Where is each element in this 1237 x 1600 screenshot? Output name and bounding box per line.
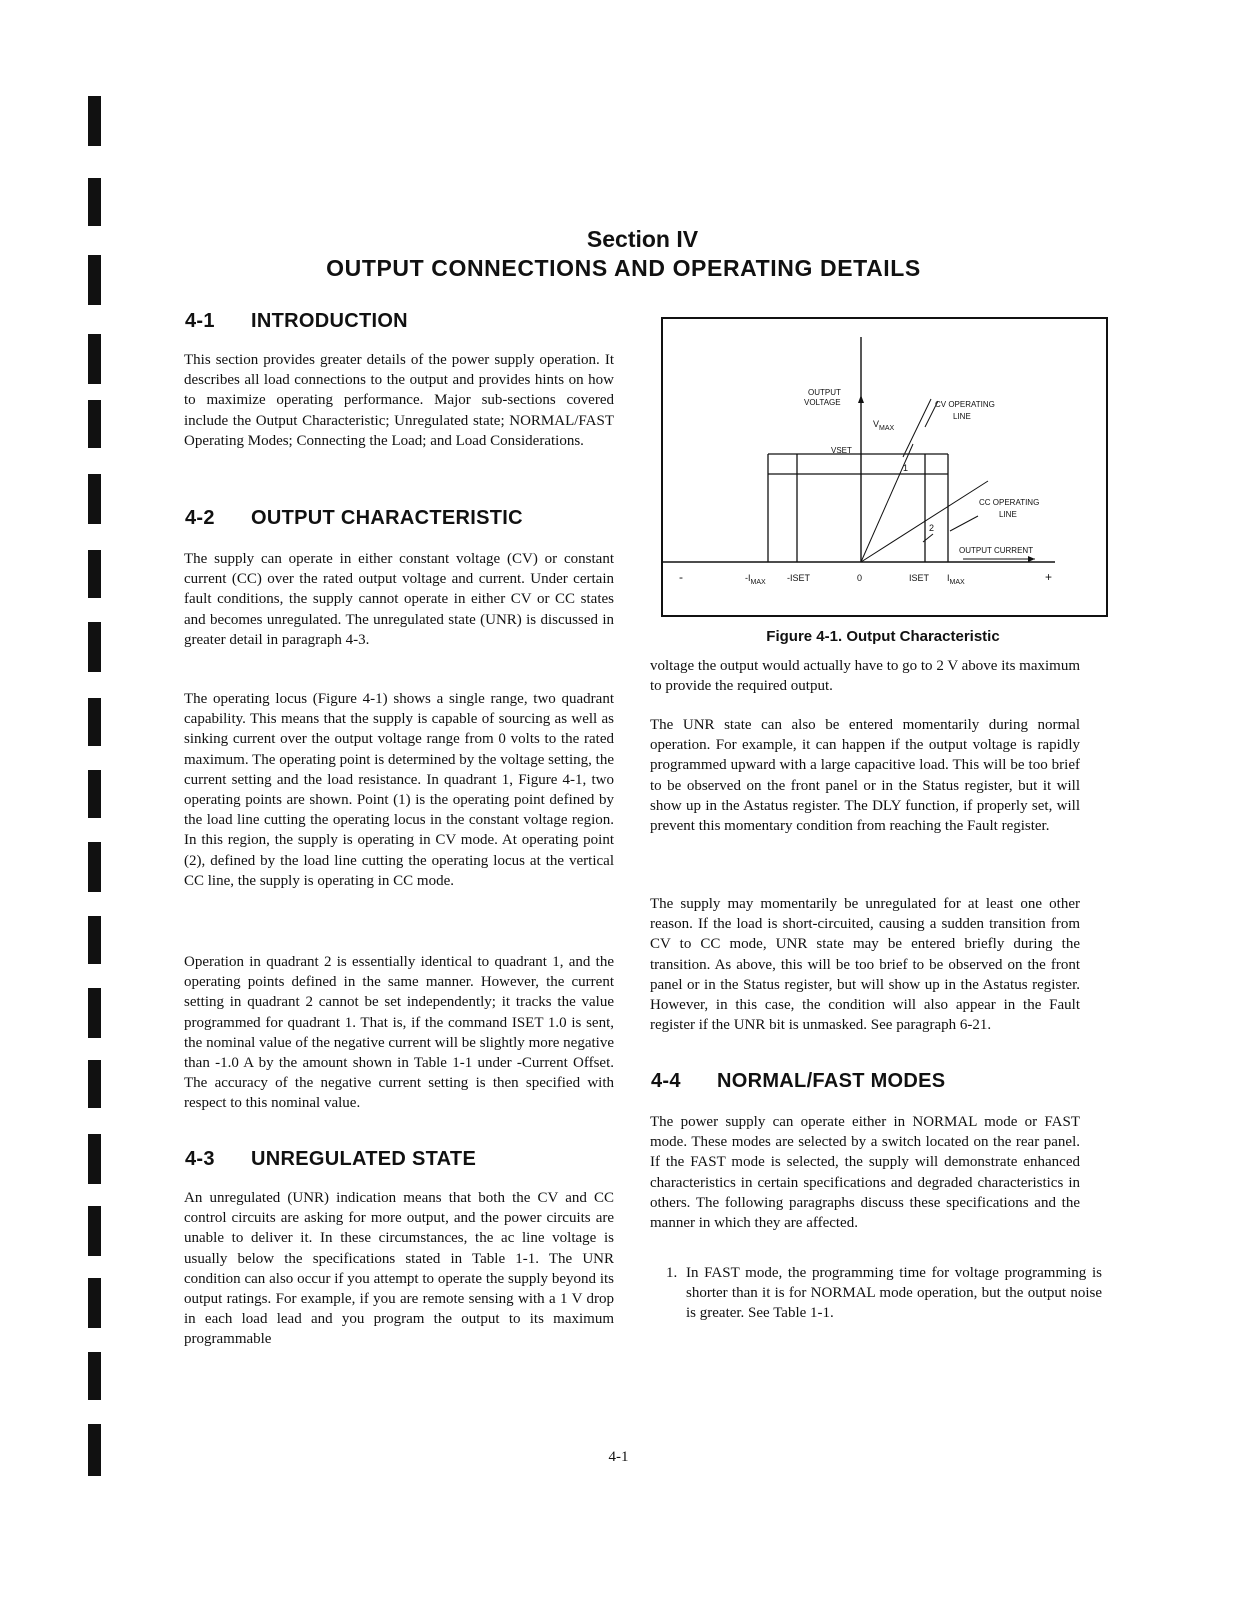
binding-mark [88, 698, 101, 746]
binding-mark [88, 1352, 101, 1400]
binding-mark [88, 178, 101, 226]
binding-mark [88, 622, 101, 672]
heading-number: 4-4 [651, 1070, 681, 1092]
vmax-label: $V_{MAX}$ [873, 419, 895, 432]
binding-mark [88, 96, 101, 146]
cc-operating-line-label: CC OPERATING [979, 498, 1040, 507]
plus-sign: + [1045, 570, 1053, 584]
heading-text: OUTPUT CHARACTERISTIC [251, 507, 523, 529]
heading-number: 4-2 [185, 507, 215, 529]
heading-number: 4-3 [185, 1148, 215, 1170]
binding-mark [88, 1278, 101, 1328]
imax-label: $I_{MAX}$ [947, 573, 965, 586]
list-marker: 1. [666, 1265, 678, 1281]
cc-operating-line-label: LINE [999, 510, 1017, 519]
page-number: 4-1 [608, 1449, 629, 1465]
unregulated-paragraph-2: The UNR state can also be entered momentarily during normal operation. For example, it can happen if the output voltage is rapidly programmed upward with a large capacitive load. This will be too brief to be observed on the front panel or in the Status register, but it will show up in the Astatus register. The DLY function, if properly set, will prevent this momentary condition from reaching the Fault register. [650, 717, 1080, 835]
list-item-text: In FAST mode, the programming time for voltage programming is shorter than it is for NORMAL mode operation, but the output noise is greater. See Table 1-1. [686, 1265, 1102, 1322]
heading-text: UNREGULATED STATE [251, 1148, 477, 1170]
section-title: OUTPUT CONNECTIONS AND OPERATING DETAILS [326, 255, 921, 281]
vset-label: VSET [831, 446, 852, 455]
output-current-label: OUTPUT CURRENT [959, 546, 1034, 555]
modes-paragraph-1: The power supply can operate either in NORMAL mode or FAST mode. These modes are selected by a switch located on the rear panel. If the FAST mode is selected, the supply will demonstrate enhanced characteristics in certain specifications and degraded characteristics in others. The following paragraphs discuss these specifications and the manner in which they are affected. [650, 1114, 1080, 1232]
unregulated-paragraph-1: An unregulated (UNR) indication means that both the CV and CC control circuits are asking for more output, and the power circuits are unable to deliver it. In these circumstances, the ac line voltage is usually below the specifications stated in Table 1-1. The UNR condition can also occur if you attempt to operate the supply beyond its output ratings. For example, if you are remote sensing with a 1 V drop in each load lead and you program the output to its maximum programmable [184, 1190, 614, 1348]
modes-list-item-1 [666, 1263, 1102, 1345]
binding-mark [88, 770, 101, 818]
heading-normal-fast-modes [651, 1070, 945, 1093]
unregulated-continuation: voltage the output would actually have to go to 2 V above its maximum to provide the required output. [650, 658, 1080, 695]
binding-mark [88, 916, 101, 964]
heading-unregulated-state [185, 1148, 476, 1171]
intro-paragraph: This section provides greater details of the power supply operation. It describes all load connections to the output and provides hints on how to maximize operating performance. Major sub-sections covered include the Output Characteristic; Unregulated state; NORMAL/FAST Operating Modes; Connecting the Load; and Load Considerations. [184, 352, 614, 449]
neg-iset-label: -ISET [787, 573, 811, 583]
minus-sign: - [679, 570, 683, 584]
zero-label: 0 [857, 573, 863, 583]
point-1-label: 1 [903, 463, 909, 473]
point-2-label: 2 [929, 523, 935, 533]
binding-mark [88, 842, 101, 892]
heading-introduction [185, 310, 408, 333]
output-char-paragraph-1: The supply can operate in either constant voltage (CV) or constant current (CC) over the rated output voltage and current. Under certain fault conditions, the supply cannot operate in either CV or CC states and becomes unregulated. The unregulated state (UNR) is discussed in greater detail in paragraph 4-3. [184, 551, 614, 648]
figure-output-characteristic [661, 317, 1108, 617]
binding-mark [88, 400, 101, 448]
binding-mark [88, 550, 101, 598]
output-char-paragraph-3: Operation in quadrant 2 is essentially identical to quadrant 1, and the operating points defined in the same manner. However, the current setting in quadrant 2 cannot be set independently; it tracks the value programmed for quadrant 1. That is, if the command ISET 1.0 is sent, the nominal value of the negative current will be slightly more negative than -1.0 A by the amount shown in Table 1-1 under -Current Offset. The accuracy of the negative current setting is then specified with respect to this nominal value. [184, 954, 614, 1112]
output-voltage-label: OUTPUT [808, 388, 841, 397]
figure-caption: Figure 4-1. Output Characteristic [766, 628, 1000, 645]
binding-mark [88, 988, 101, 1038]
unregulated-paragraph-3: The supply may momentarily be unregulated for at least one other reason. If the load is short-circuited, causing a sudden transition from CV to CC mode, UNR state may be entered briefly during the transition. As above, this will be too brief to be observed on the front panel or in the Status register, but will show up in the Astatus register. However, in this case, the condition will also appear in the Fault register if the UNR bit is unmasked. See paragraph 6-21. [650, 896, 1080, 1034]
binding-mark [88, 1060, 101, 1108]
heading-text: INTRODUCTION [251, 310, 408, 332]
section-label: Section IV [586, 226, 699, 252]
heading-number: 4-1 [185, 310, 215, 332]
binding-mark [88, 1206, 101, 1256]
output-characteristic-diagram [663, 319, 1106, 615]
cc-pointer [950, 516, 978, 531]
load-line-1 [861, 444, 913, 562]
voltage-axis-arrow [858, 395, 864, 403]
cv-operating-line-label: LINE [953, 412, 971, 421]
binding-mark [88, 474, 101, 524]
heading-output-characteristic [185, 507, 523, 530]
output-voltage-label: VOLTAGE [804, 398, 841, 407]
cv-pointer [903, 399, 931, 457]
binding-mark [88, 1134, 101, 1184]
heading-text: NORMAL/FAST MODES [717, 1070, 946, 1092]
cv-operating-line-label: CV OPERATING [935, 400, 995, 409]
iset-label: ISET [909, 573, 930, 583]
output-char-paragraph-2: The operating locus (Figure 4-1) shows a single range, two quadrant capability. This means that the supply is capable of sourcing as well as sinking current over the output voltage range from 0 volts to the rated maximum. The operating point is determined by the voltage setting, the current setting and the load resistance. In quadrant 1, Figure 4-1, two operating points are shown. Point (1) is the operating point defined by the load line cutting the operating locus in the constant voltage region. In this region, the supply is operating in CV mode. At operating point (2), defined by the load line cutting the operating locus at the vertical CC line, the supply is operating in CC mode. [184, 691, 614, 889]
neg-imax-label: $-I_{MAX}$ [745, 573, 766, 586]
binding-mark [88, 334, 101, 384]
